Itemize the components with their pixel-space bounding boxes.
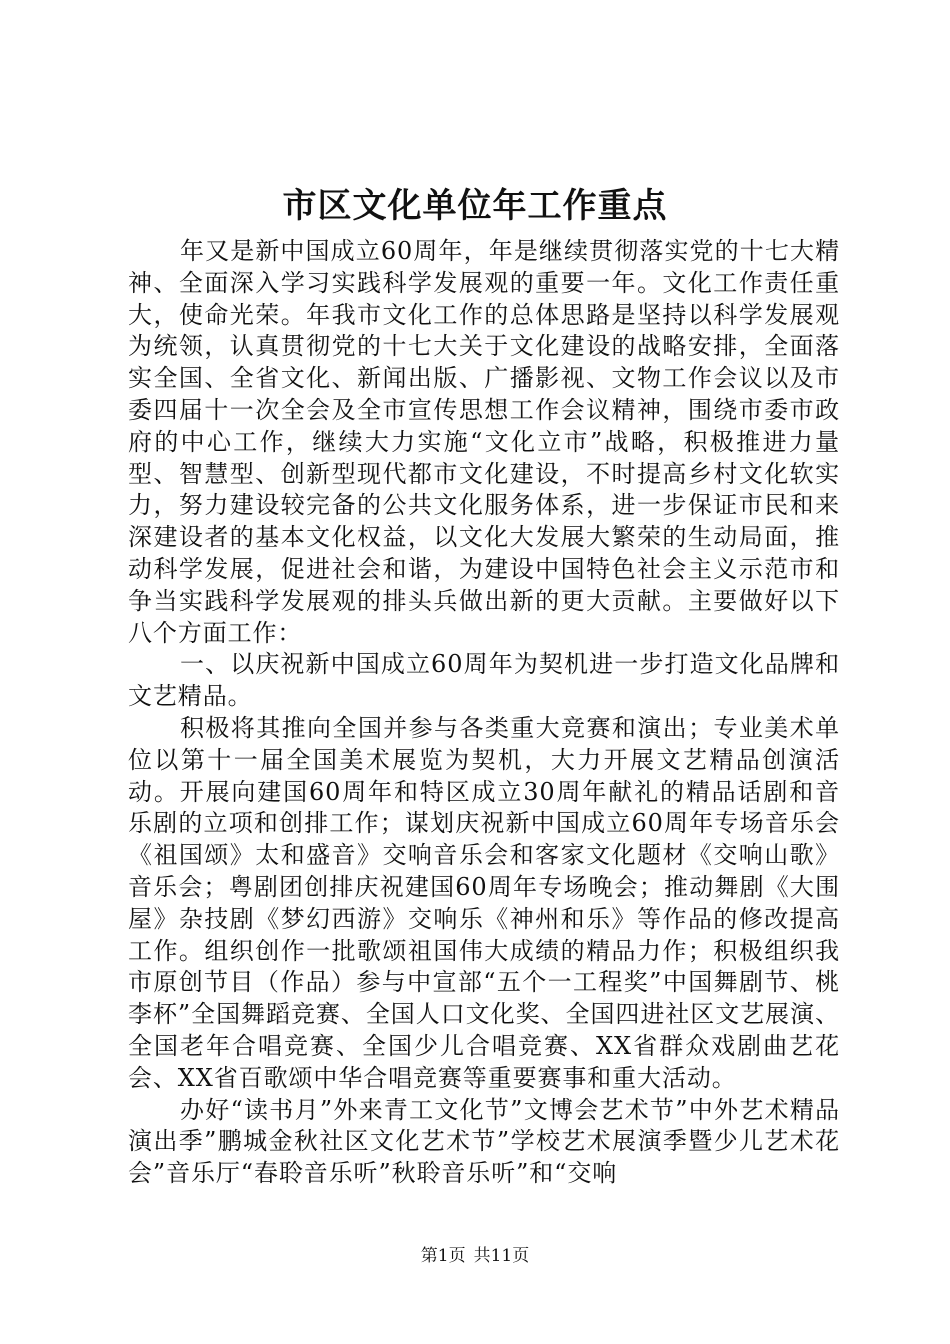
body-paragraph: 办好“读书月”外来青工文化节”文博会艺术节”中外艺术精品演出季”鹏城金秋社区文化艺术节”学校艺术展演季暨少儿艺术花会”音乐厅“春聆音乐听”秋聆音乐听”和“交响: [128, 1095, 840, 1188]
body-paragraph: 年又是新中国成立60周年，年是继续贯彻落实党的十七大精神、全面深入学习实践科学发展观的重要一年。文化工作责任重大，使命光荣。年我市文化工作的总体思路是坚持以科学发展观为统领，认真贯彻党的十七大关于文化建设的战略安排，全面落实全国、全省文化、新闻出版、广播影视、文物工作会议以及市委四届十一次全会及全市宣传思想工作会议精神，围绕市委市政府的中心工作，继续大力实施“文化立市”战略，积极推进力量型、智慧型、创新型现代都市文化建设，不时提高乡村文化软实力，努力建设较完备的公共文化服务体系，进一步保证市民和来深建设者的基本文化权益，以文化大发展大繁荣的生动局面，推动科学发展，促进社会和谐，为建设中国特色社会主义示范市和争当实践科学发展观的排头兵做出新的更大贡献。主要做好以下八个方面工作：: [128, 237, 840, 647]
body-paragraph: 积极将其推向全国并参与各类重大竞赛和演出；专业美术单位以第十一届全国美术展览为契机，大力开展文艺精品创演活动。开展向建国60周年和特区成立30周年献礼的精品话剧和音乐剧的立项和创排工作；谋划庆祝新中国成立60周年专场音乐会《祖国颂》太和盛音》交响音乐会和客家文化题材《交响山歌》音乐会；粤剧团创排庆祝建国60周年专场晚会；推动舞剧《大围屋》杂技剧《梦幻西游》交响乐《神州和乐》等作品的修改提高工作。组织创作一批歌颂祖国伟大成绩的精品力作；积极组织我市原创节目（作品）参与中宣部“五个一工程奖”中国舞剧节、桃李杯”全国舞蹈竞赛、全国人口文化奖、全国四进社区文艺展演、全国老年合唱竞赛、全国少儿合唱竞赛、XX省群众戏剧曲艺花会、XX省百歌颂中华合唱竞赛等重要赛事和重大活动。: [128, 713, 840, 1092]
page-number: 第1页: [420, 1246, 466, 1266]
section-heading-1: 一、以庆祝新中国成立60周年为契机进一步打造文化品牌和文艺精品。: [128, 650, 840, 711]
document-body: [128, 236, 840, 1190]
page-footer: [0, 1244, 950, 1268]
page-total: 共11页: [473, 1246, 530, 1266]
document-title: 市区文化单位年工作重点: [282, 186, 668, 226]
